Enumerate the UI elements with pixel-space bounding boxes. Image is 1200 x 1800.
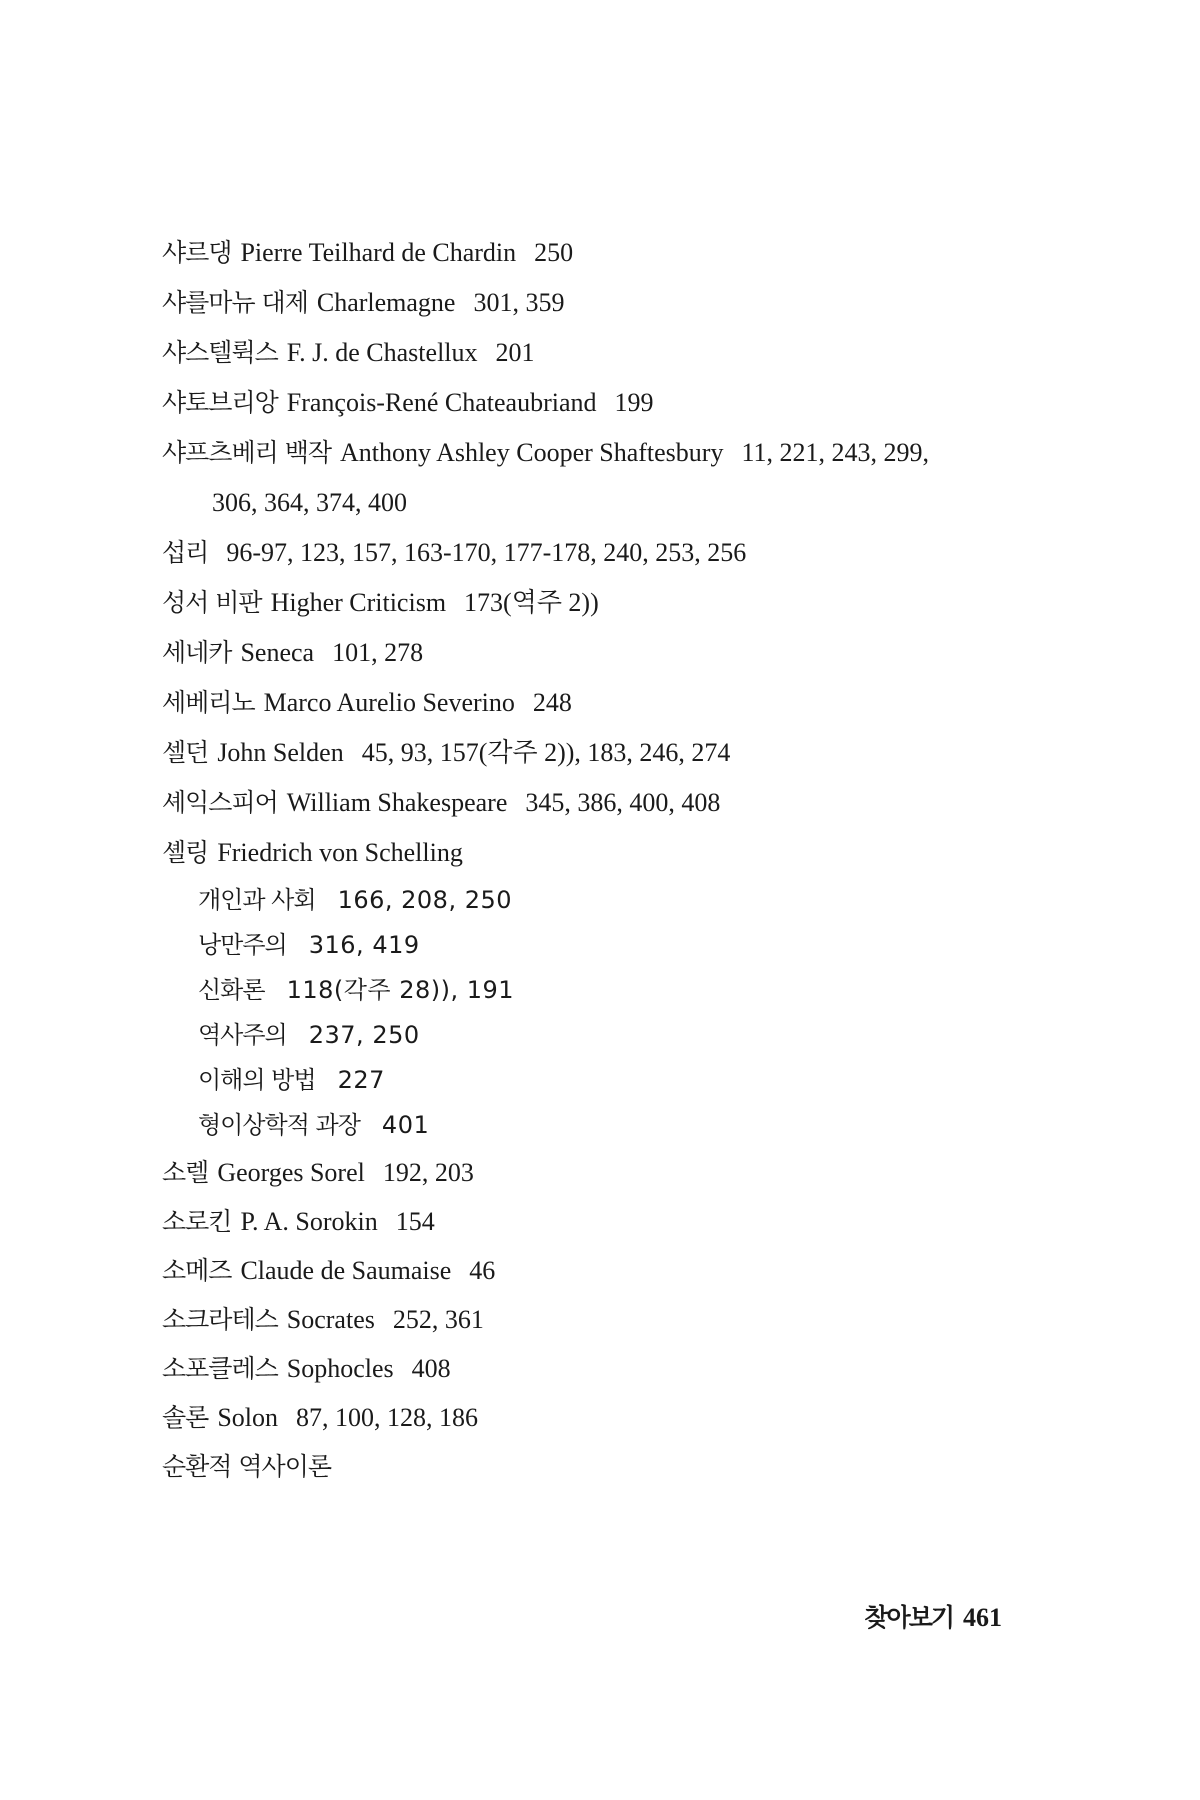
entry-original-name: Socrates (286, 1305, 375, 1334)
entry-original-name: Sophocles (286, 1354, 394, 1383)
index-entry (162, 728, 1062, 778)
index-subentry (162, 968, 1062, 1013)
entry-korean-term: 솔론 (162, 1403, 209, 1432)
subentry-page-refs: 227 (337, 1066, 385, 1094)
index-entry (162, 328, 1062, 378)
entry-page-refs: 192, 203 (382, 1158, 474, 1187)
index-entry (162, 428, 1062, 528)
entry-korean-term: 소로킨 (162, 1207, 232, 1236)
entry-korean-term: 셸링 (162, 838, 209, 867)
entry-page-refs: 11, 221, 243, 299, (741, 438, 930, 467)
entry-original-name: P. A. Sorokin (240, 1207, 378, 1236)
entry-original-name: Marco Aurelio Severino (263, 688, 515, 717)
subentry-page-refs: 316, 419 (308, 931, 420, 959)
subentry-term: 형이상학적 과장 (198, 1111, 360, 1139)
index-entry (162, 1442, 1062, 1491)
entry-original-name: François-René Chateaubriand (286, 388, 597, 417)
index-entry (162, 528, 1062, 578)
entry-original-name: Pierre Teilhard de Chardin (240, 238, 517, 267)
entry-korean-term: 세네카 (162, 638, 232, 667)
entry-original-name: Seneca (240, 638, 315, 667)
index-entry (162, 1393, 1062, 1442)
subentry-term: 낭만주의 (198, 931, 287, 959)
entry-page-refs: 301, 359 (473, 288, 565, 317)
entry-korean-term: 샤를마뉴 대제 (162, 288, 308, 317)
entry-page-refs: 101, 278 (332, 638, 424, 667)
index-entry (162, 1344, 1062, 1393)
index-entry (162, 1295, 1062, 1344)
entry-korean-term: 소크라테스 (162, 1305, 278, 1334)
index-subentry (162, 1013, 1062, 1058)
subentry-page-refs: 237, 250 (308, 1021, 420, 1049)
index-entry (162, 828, 1062, 878)
page-footer (864, 1598, 1002, 1634)
entry-original-name: Friedrich von Schelling (217, 838, 463, 867)
entry-korean-term: 샤프츠베리 백작 (162, 438, 331, 467)
index-subentry (162, 923, 1062, 968)
entry-page-refs: 408 (411, 1354, 451, 1383)
entry-page-refs: 199 (614, 388, 654, 417)
subentry-term: 이해의 방법 (198, 1066, 316, 1094)
subentry-page-refs: 166, 208, 250 (337, 886, 513, 914)
index-subentry (162, 1103, 1062, 1148)
entry-korean-term: 샤토브리앙 (162, 388, 278, 417)
subentry-term: 신화론 (198, 976, 265, 1004)
entry-korean-term: 성서 비판 (162, 588, 262, 617)
entry-page-refs: 173(역주 2)) (464, 588, 599, 617)
footer-section-title: 찾아보기 (864, 1603, 953, 1632)
entry-page-refs: 87, 100, 128, 186 (296, 1403, 478, 1432)
index-subentry (162, 878, 1062, 923)
entry-page-refs: 96-97, 123, 157, 163-170, 177-178, 240, 253, 256 (226, 538, 747, 567)
entry-korean-term: 셰익스피어 (162, 788, 278, 817)
index-entry (162, 628, 1062, 678)
subentry-term: 역사주의 (198, 1021, 287, 1049)
entry-original-name: John Selden (217, 738, 344, 767)
index-entry (162, 678, 1062, 728)
index-entry (162, 1148, 1062, 1197)
entry-original-name: Solon (217, 1403, 278, 1432)
entry-page-refs: 201 (495, 338, 535, 367)
entry-korean-term: 순환적 역사이론 (162, 1452, 331, 1481)
entry-original-name: Higher Criticism (270, 588, 447, 617)
index-entry (162, 1197, 1062, 1246)
entry-original-name: Charlemagne (316, 288, 456, 317)
entry-korean-term: 세베리노 (162, 688, 255, 717)
entry-page-refs: 250 (534, 238, 574, 267)
subentry-page-refs: 401 (381, 1111, 430, 1139)
index-entry (162, 778, 1062, 828)
entry-korean-term: 샤르댕 (162, 238, 232, 267)
entry-korean-term: 소렐 (162, 1158, 209, 1187)
entry-korean-term: 소메즈 (162, 1256, 232, 1285)
index-entry-list (162, 228, 1062, 1491)
entry-page-refs: 46 (469, 1256, 496, 1285)
index-entry (162, 278, 1062, 328)
entry-page-refs: 252, 361 (392, 1305, 484, 1334)
entry-korean-term: 샤스텔뤽스 (162, 338, 278, 367)
entry-original-name: Claude de Saumaise (240, 1256, 452, 1285)
entry-page-refs: 345, 386, 400, 408 (525, 788, 721, 817)
subentry-page-refs: 118(각주 28)), 191 (286, 976, 515, 1004)
entry-page-refs: 154 (395, 1207, 435, 1236)
page-number: 461 (963, 1603, 1002, 1632)
entry-korean-term: 섭리 (162, 538, 209, 567)
entry-page-refs: 248 (532, 688, 572, 717)
index-entry (162, 578, 1062, 628)
entry-original-name: William Shakespeare (286, 788, 508, 817)
subentry-term: 개인과 사회 (198, 886, 316, 914)
entry-page-refs: 45, 93, 157(각주 2)), 183, 246, 274 (361, 738, 731, 767)
index-entry (162, 378, 1062, 428)
entry-original-name: Georges Sorel (217, 1158, 365, 1187)
entry-page-refs-continued: 306, 364, 374, 400 (212, 488, 407, 517)
entry-korean-term: 셀던 (162, 738, 209, 767)
index-subentry (162, 1058, 1062, 1103)
index-entry (162, 228, 1062, 278)
entry-original-name: F. J. de Chastellux (286, 338, 478, 367)
entry-original-name: Anthony Ashley Cooper Shaftesbury (340, 438, 724, 467)
entry-korean-term: 소포클레스 (162, 1354, 278, 1383)
index-entry (162, 1246, 1062, 1295)
